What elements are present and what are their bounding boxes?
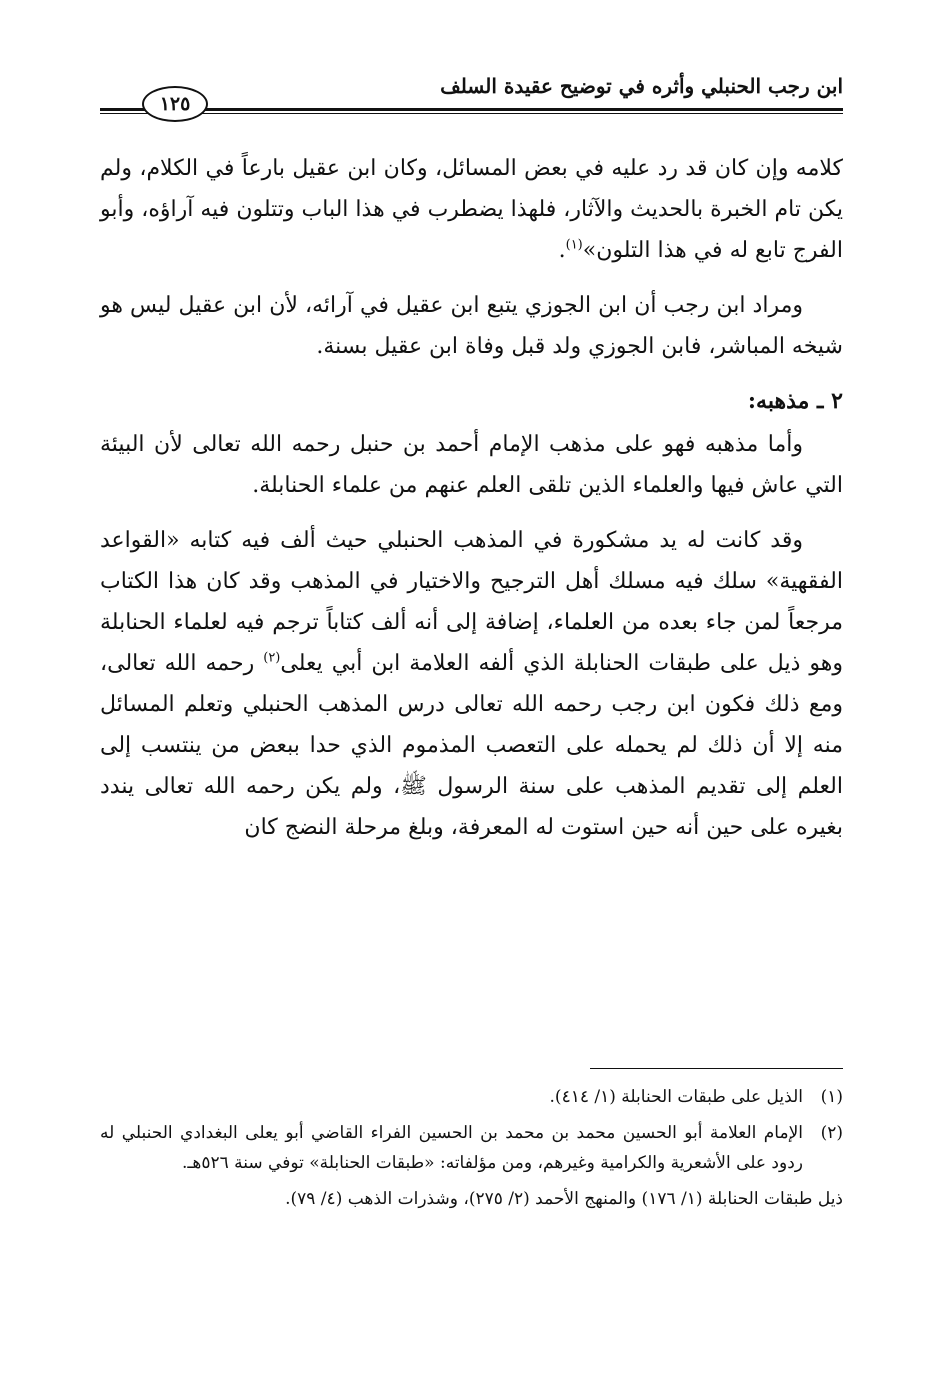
running-title: ابن رجب الحنبلي وأثره في توضيح عقيدة السلف	[440, 74, 843, 98]
section-heading: ٢ ـ مذهبه:	[747, 388, 843, 414]
paragraph-1	[100, 148, 843, 271]
footnote-separator	[590, 1068, 843, 1069]
page-header	[100, 68, 843, 116]
footnote-2-text: الإمام العلامة أبو الحسين محمد بن محمد بن الحسين الفراء القاضي أبو يعلى البغدادي الحنبلي له ردود على الأشعرية والكرامية وغيرهم، ومن مؤلفاته: «طبقات الحنابلة» توفي سنة ٥٢٦هـ.	[100, 1123, 803, 1173]
footnote-ref-2: (٢)	[263, 650, 281, 666]
footnote-ref-1: (١)	[565, 237, 583, 253]
paragraph-3: وأما مذهبه فهو على مذهب الإمام أحمد بن حنبل رحمه الله تعالى لأن البيئة التي عاش فيها والعلماء الذين تلقى العلم عنهم من علماء الحنابلة.	[100, 432, 843, 498]
footnote-1	[100, 1082, 843, 1112]
footnote-2-number: (٢)	[820, 1123, 843, 1143]
header-rule-thin	[100, 113, 843, 114]
paragraph-1-text: كلامه وإن كان قد رد عليه في بعض المسائل، وكان ابن عقيل بارعاً في الكلام، ولم يكن تام الخبرة بالحديث والآثار، فلهذا يضطرب في هذا الباب وتتلون فيه آراؤه، وأبو الفرج تابع له في هذا التلون»	[100, 156, 843, 263]
main-text	[100, 148, 843, 862]
paragraph-4-text-a: وقد كانت له يد مشكورة في المذهب الحنبلي حيث ألف فيه كتابه «القواعد الفقهية» سلك فيه مسلك أهل الترجيح والاختيار في المذهب وقد كان هذا الكتاب مرجعاً لمن جاء بعده من العلماء، إضافة إلى أنه ألف كتاباً ترجم فيه لعلماء الحنابلة وهو ذيل على طبقات الحنابلة الذي ألفه العلامة ابن أبي يعلى	[100, 528, 843, 676]
footnote-2-continuation: ذيل طبقات الحنابلة (١/ ١٧٦) والمنهج الأحمد (٢/ ٢٧٥)، وشذرات الذهب (٤/ ٧٩).	[285, 1189, 843, 1209]
footnotes	[100, 1082, 843, 1214]
paragraph-4-text-b: رحمه الله تعالى، ومع ذلك فكون ابن رجب رحمه الله تعالى درس المذهب الحنبلي وتعلم المسائل منه إلا أن ذلك لم يحمله على التعصب المذموم الذي حدا ببعض من ينتسب إلى العلم إلى تقديم المذهب على سنة الرسول ﷺ، ولم يكن رحمه الله تعالى يندد بغيره على حين أنه حين استوت له المعرفة، وبلغ مرحلة النضج كان	[100, 651, 843, 840]
footnote-1-text: الذيل على طبقات الحنابلة (١/ ٤١٤).	[549, 1087, 803, 1107]
footnote-2	[100, 1118, 843, 1178]
paragraph-4	[100, 520, 843, 848]
paragraph-2: ومراد ابن رجب أن ابن الجوزي يتبع ابن عقيل في آرائه، لأن ابن عقيل ليس هو شيخه المباشر، فابن الجوزي ولد قبل وفاة ابن عقيل بسنة.	[100, 293, 843, 359]
paragraph-1-end: .	[558, 238, 566, 263]
footnote-1-number: (١)	[820, 1087, 843, 1107]
page-number: ١٢٥	[142, 86, 208, 122]
header-rule-thick	[100, 108, 843, 111]
